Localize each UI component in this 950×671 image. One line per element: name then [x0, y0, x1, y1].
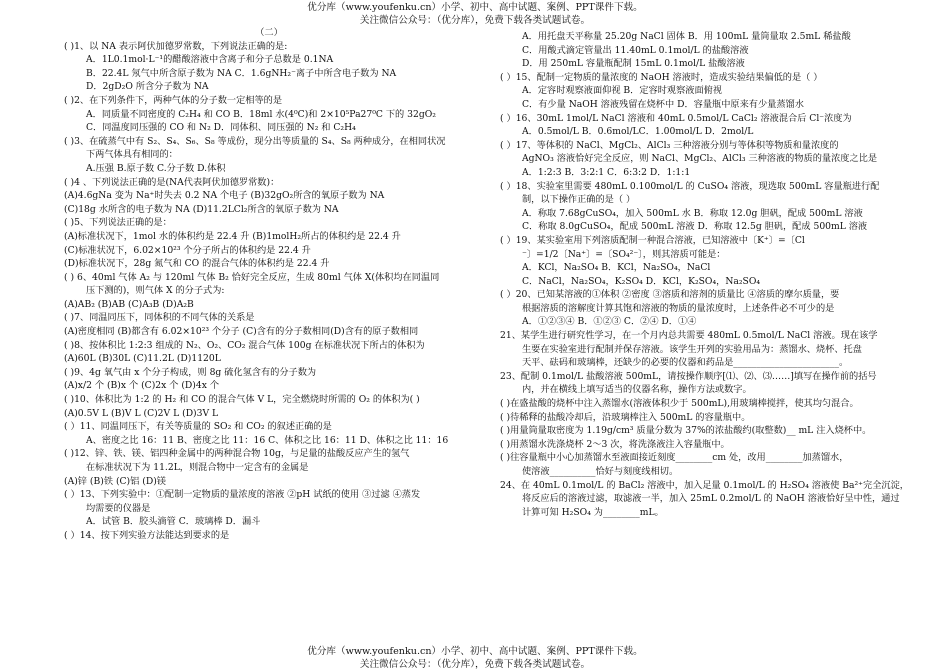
left-question-line: ( )2、在下列条件下，两种气体的分子数一定相等的是 — [64, 94, 283, 106]
left-question-line: (A)60L (B)30L (C)11.2L (D)1120L — [64, 353, 221, 365]
right-question-line: ⁻〕=1/2〔Na⁺〕=〔SO₄²⁻〕，则其溶质可能是： — [522, 248, 726, 260]
left-question-line: (A)标准状况下，1mol 水的体积约是 22.4 升 (B)1molH₂所占的体积约是 22.4 升 — [64, 230, 401, 242]
left-question-line: A.压强 B.原子数 C.分子数 D.体积 — [86, 162, 226, 174]
left-question-line: (C)标准状况下，6.02×10²³ 个分子所占的体积约是 22.4 升 — [64, 244, 311, 256]
right-question-line: A．0.5mol/L B．0.6mol/LC．1.00mol/L D．2mol/L — [522, 126, 754, 138]
left-question-line: A．同质量不同密度的 C₂H₄ 和 CO B．18ml 水(4⁰C)和 2×10⁵Pa27⁰C 下的 32gO₂ — [86, 108, 436, 120]
left-question-line: ( )12、锌、铁、镁、铝四种金属中的两种混合物 10g，与足量的盐酸反应产生的氢气 — [64, 448, 410, 460]
right-column — [500, 30, 920, 519]
left-question-line: ( )4 、下列说法正确的是(NA代表阿伏加德罗常数)： — [64, 176, 280, 188]
right-question-line: 天平、砝码和玻璃棒，还缺少的必要的仪器和药品是_______________________。 — [522, 357, 849, 369]
left-question-line: (D)标准状况下，28g 氮气和 CO 的混合气体的体积约是 22.4 升 — [64, 258, 330, 270]
right-question-line: ( )往容量瓶中小心加蒸馏水至液面接近刻度________cm 处，改用________加蒸馏水， — [500, 452, 849, 464]
right-question-line: A．称取 7.68gCuSO₄，加入 500mL 水 B．称取 12.0g 胆矾，配成 500mL 溶液 — [522, 207, 863, 219]
right-question-line: ( ）16、30mL 1mol/L NaCl 溶液和 40mL 0.5mol/L CaCl₂ 溶液混合后 Cl⁻浓度为 — [500, 112, 852, 124]
right-question-line: 制，以下操作正确的是（ ） — [522, 194, 636, 206]
left-question-line: D．2gD₂O 所含分子数为 NA — [86, 81, 209, 93]
right-question-line: ( ）19、某实验室用下列溶质配制一种混合溶液，已知溶液中〔K⁺〕=〔Cl — [500, 234, 805, 246]
left-question-line: (C)18g 水所含的电子数为 NA (D)11.2LCl₂所含的氧原子数为 NA — [64, 203, 339, 215]
section-title: （二） — [255, 27, 283, 38]
left-question-line: (A)4.6gNa 变为 Na⁺时失去 0.2 NA 个电子 (B)32gO₂所含的氧原子数为 NA — [64, 190, 385, 202]
left-column — [64, 26, 484, 543]
left-question-line: ( ）13、下列实验中：①配制一定物质的量浓度的溶液 ②pH 试纸的使用 ③过滤 ④蒸发 — [64, 489, 421, 501]
header-line-2: 关注微信公众号：（优分库），免费下载各类试题试卷。 — [359, 14, 591, 26]
right-question-line: 24、在 40mL 0.1mol/L 的 BaCl₂ 溶液中，加入足量 0.1mol/L 的 H₂SO₄ 溶液使 Ba²⁺完全沉淀， — [500, 479, 909, 491]
right-question-line: 内，并在横线上填写适当的仪器名称，操作方法或数字。 — [522, 384, 752, 396]
right-question-line: 计算可知 H₂SO₄ 为________mL。 — [522, 506, 664, 518]
header-line-1: 优分库（www.youfenku.cn）小学、初中、高中试题、案例、PPT课件下载。 — [307, 2, 643, 13]
right-question-line: A．定容时观察液面仰视 B．定容时观察液面俯视 — [522, 85, 723, 97]
footer-line-1: 优分库（www.youfenku.cn）小学、初中、高中试题、案例、PPT课件下载。 — [307, 646, 643, 657]
left-question-line: ( )1、以 NA 表示阿伏加德罗常数，下列说法正确的是: — [64, 40, 288, 52]
right-question-line: ( ）17、等体积的 NaCl、MgCl₂、AlCl₃ 三种溶液分别与等体积等物质和量浓度的 — [500, 139, 839, 151]
left-question-line: ( )10、体积比为 1:2 的 H₂ 和 CO 的混合气体 V L，完全燃烧时所需的 O₂ 的体积为( ) — [64, 394, 420, 406]
right-question-line: ( ）18、实验室里需要 480mL 0.100mol/L 的 CuSO₄ 溶液，现选取 500mL 容量瓶进行配 — [500, 180, 880, 192]
right-question-line: C．用酸式滴定管量出 11.40mL 0.1mol/L 的盐酸溶液 — [522, 44, 749, 56]
left-question-line: 下两气体具有相同的： — [86, 149, 178, 161]
left-question-line: 压下测的)，则气体 X 的分子式为: — [86, 285, 225, 297]
left-question-line: (A)0.5V L (B)V L (C)2V L (D)3V L — [64, 407, 219, 419]
right-question-line: ( )在盛盐酸的烧杯中注入蒸馏水(溶液体积少于 500mL),用玻璃棒搅拌，使其均匀混合。 — [500, 398, 859, 410]
right-question-line: C．称取 8.0gCuSO₄，配成 500mL 溶液 D．称取 12.5g 胆矾，配成 500mL 溶液 — [522, 221, 868, 233]
right-question-line: 将反应后的溶液过滤，取滤液一半，加入 25mL 0.2mol/L 的 NaOH 溶液恰好呈中性，通过 — [522, 493, 900, 505]
left-question-line: ( )9、4g 氧气由 x 个分子构成，则 8g 硫化氢含有的分子数为 — [64, 366, 317, 378]
right-question-line: A．用托盘天平称量 25.20g NaCl 固体 B．用 100mL 量筒量取 2.5mL 稀盐酸 — [522, 31, 851, 42]
right-question-line: 生要在实验室进行配制并保存溶液。该学生开列的实验用品为：蒸馏水、烧杯、托盘 — [522, 343, 862, 355]
right-question-line: 使溶液__________恰好与刻度线相切。 — [522, 466, 679, 477]
right-question-line: 21、某学生进行研究性学习，在一个月内总共需要 480mL 0.5mol/L NaCl 溶液。现在该学 — [500, 330, 878, 342]
left-question-line: 在标准状况下为 11.2L，则混合物中一定含有的金属是 — [86, 462, 309, 473]
right-question-line: 23、配制 0.1mol/L 盐酸溶液 500mL，请按操作顺序[⑴、⑵、⑶……]填写在操作前的括号 — [500, 370, 877, 382]
left-question-line: ( ）14、按下列实验方法能达到要求的是 — [64, 529, 230, 541]
left-question-line: B．22.4L 氖气中所含原子数为 NA C．1.6gNH₂⁻离子中所含电子数为 NA — [86, 67, 397, 79]
left-question-list — [64, 40, 484, 543]
right-question-line: ( )用量筒量取密度为 1.19g/cm³ 质量分数为 37%的浓盐酸约(取整数)__ mL 注入烧杯中。 — [500, 425, 872, 437]
left-question-line: A．试管 B．胶头滴管 C．玻璃棒 D．漏斗 — [86, 516, 261, 528]
right-question-line: A．①②③④ B．①②③ C．②④ D．①④ — [522, 316, 697, 328]
right-question-line: A．KCl，Na₂SO₄ B．KCl，Na₂SO₄，NaCl — [522, 262, 711, 274]
left-question-line: ( )8、按体积比 1:2:3 组成的 N₂、O₂、CO₂ 混合气体 100g 在标准状况下所占的体积为 — [64, 339, 425, 351]
right-question-line: D．用 250mL 容量瓶配制 15mL 0.1mol/L 盐酸溶液 — [522, 58, 745, 70]
left-question-line: ( )5、下列说法正确的是： — [64, 217, 172, 229]
right-question-line: C．有少量 NaOH 溶液残留在烧杯中 D．容量瓶中原来有少量蒸馏水 — [522, 98, 804, 110]
left-question-line: (A)锌 (B)铁 (C)铝 (D)镁 — [64, 475, 166, 487]
right-question-line: AgNO₃ 溶液恰好完全反应，则 NaCl、MgCl₂、AlCl₃ 三种溶液的物质的量浓度之比是 — [522, 153, 878, 165]
left-question-line: A．1L0.1mol·L⁻¹的醋酸溶液中含离子和分子总数是 0.1NA — [86, 54, 334, 66]
left-question-line: ( )7、同温同压下，同体积的不同气体的关系是 — [64, 312, 255, 324]
right-question-line: ( ）15、配制一定物质的量浓度的 NaOH 溶液时，造成实验结果偏低的是（ ） — [500, 71, 823, 83]
left-question-line: ( )3、在硫蒸气中有 S₂、S₄、S₆、S₈ 等成份，现分出等质量的 S₄、S₈ 两种成分，在相同状况 — [64, 135, 446, 147]
page-footer — [0, 646, 950, 671]
right-question-line: ( ）20、已知某溶液的①体积 ②密度 ③溶质和溶剂的质量比 ④溶质的摩尔质量，要 — [500, 289, 840, 301]
footer-line-2: 关注微信公众号：（优分库），免费下载各类试题试卷。 — [359, 658, 591, 670]
right-question-line: C．NaCl，Na₂SO₄，K₂SO₄ D．KCl，K₂SO₄，Na₂SO₄ — [522, 275, 761, 287]
left-question-line: A、密度之比 16：11 B、密度之比 11：16 C、体积之比 16：11 D、体积之比 11：16 — [86, 434, 449, 446]
right-question-line: ( )用蒸馏水洗涤烧杯 2～3 次，将洗涤液注入容量瓶中。 — [500, 438, 730, 450]
left-question-line: C．同温度同压强的 CO 和 N₂ D．同体积、同压强的 N₂ 和 C₂H₄ — [86, 122, 356, 134]
left-question-line: ( ）11、同温同压下，有关等质量的 SO₂ 和 CO₂ 的叙述正确的是 — [64, 421, 332, 433]
right-question-line: 根据溶质的溶解度计算其饱和溶液的物质的量浓度时，上述条件必不可少的是 — [522, 302, 835, 314]
left-question-line: (A)x/2 个 (B)x 个 (C)2x 个 (D)4x 个 — [64, 380, 220, 392]
left-question-line: ( ) 6、40ml 气体 A₂ 与 120ml 气体 B₂ 恰好完全反应，生成 80ml 气体 X(体积均在同温同 — [64, 271, 440, 283]
right-question-list — [500, 30, 920, 519]
right-question-line: ( )待稀释的盐酸冷却后，沿玻璃棒注入 500mL 的容量瓶中。 — [500, 411, 751, 423]
left-question-line: (A)密度相同 (B)都含有 6.02×10²³ 个分子 (C)含有的分子数相同(D)含有的原子数相同 — [64, 326, 419, 338]
right-question-line: A．1:2:3 B．3:2:1 C．6:3:2 D．1:1:1 — [522, 166, 691, 178]
left-question-line: (A)AB₂ (B)AB (C)A₃B (D)A₂B — [64, 298, 194, 310]
left-question-line: 均需要的仪器是 — [86, 502, 151, 514]
page-header — [0, 2, 950, 27]
